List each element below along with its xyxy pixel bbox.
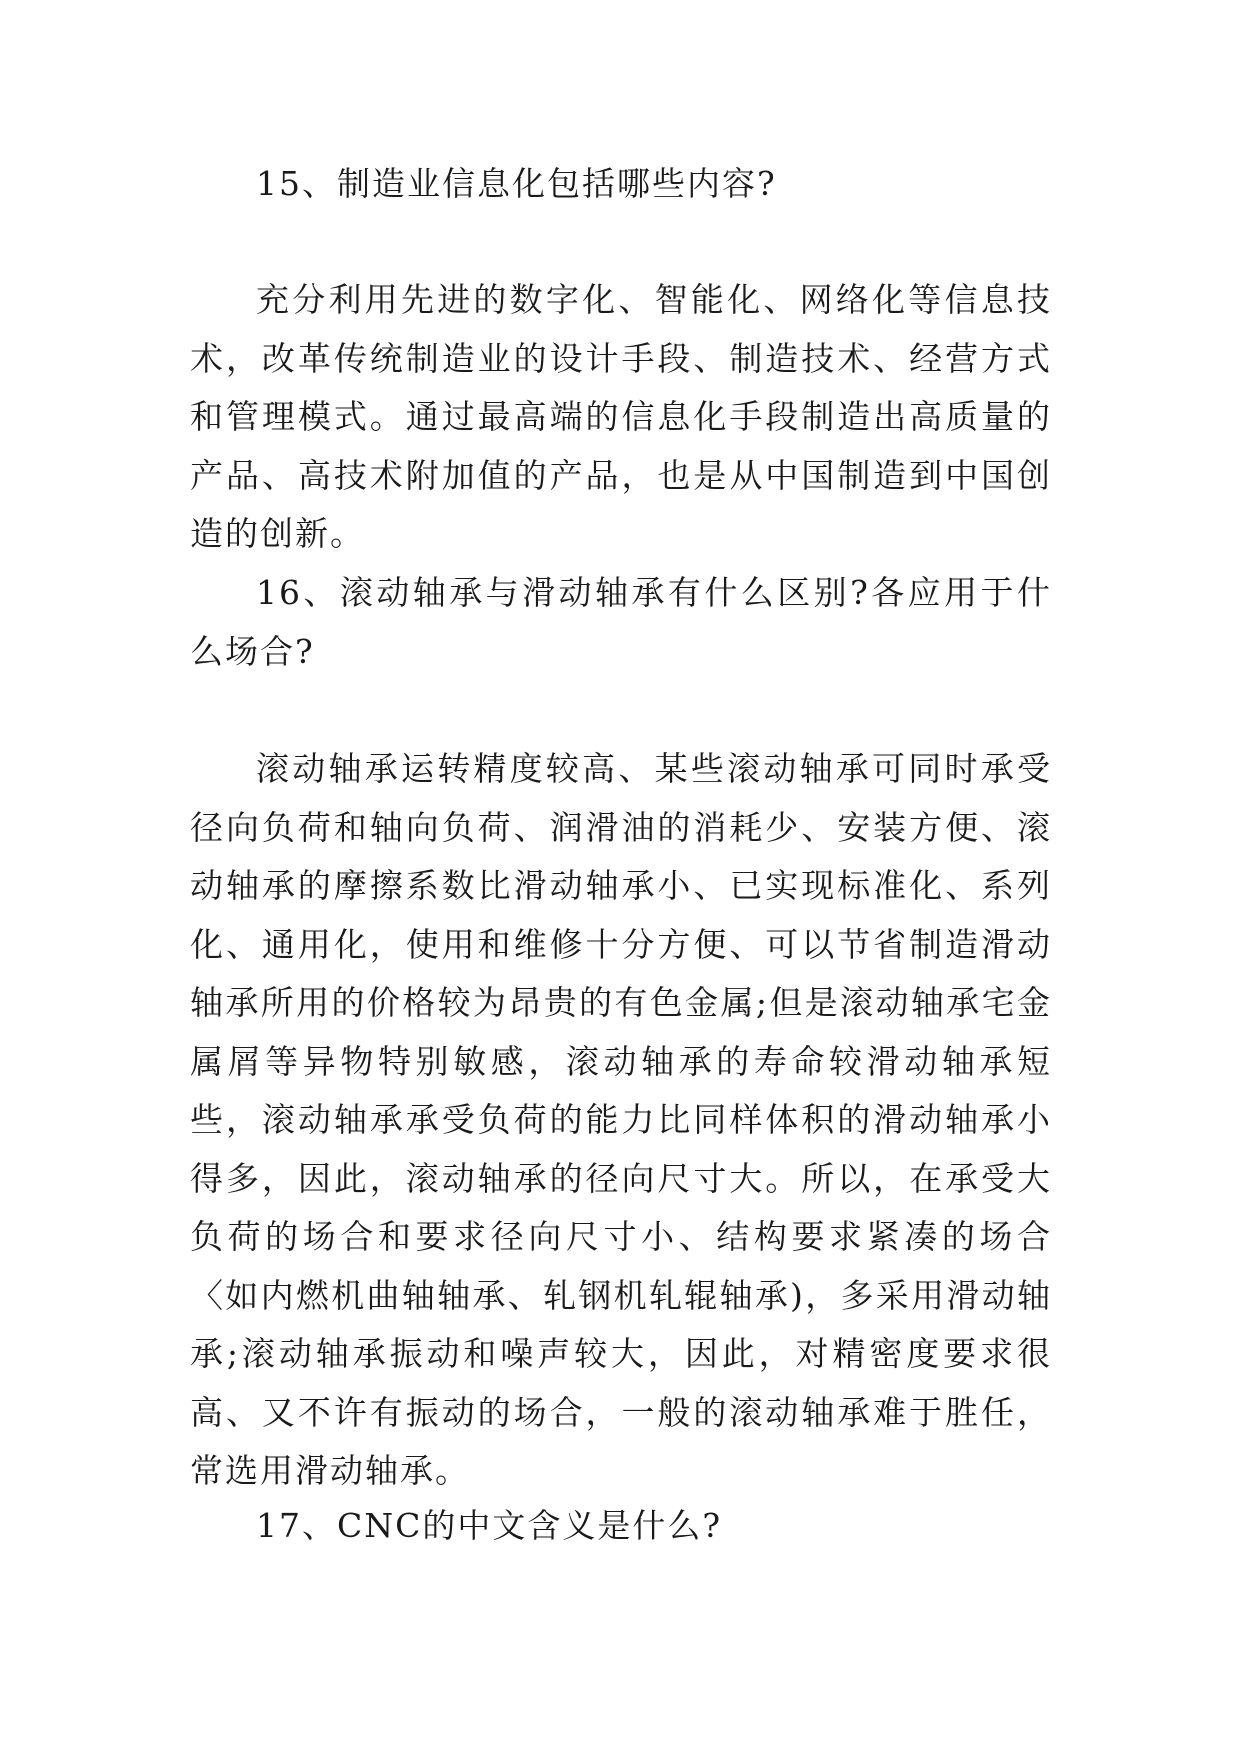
- answer-15: 充分利用先进的数字化、智能化、网络化等信息技术，改革传统制造业的设计手段、制造技术、经营方式和管理模式。通过最高端的信息化手段制造出高质量的产品、高技术附加值的产品，也是从中国制造到中国创造的创新。: [190, 280, 1052, 553]
- question-16: 16、滚动轴承与滑动轴承有什么区别?各应用于什么场合?: [190, 573, 1052, 671]
- question-15: 15、制造业信息化包括哪些内容?: [256, 164, 777, 203]
- answer-16: 滚动轴承运转精度较高、某些滚动轴承可同时承受径向负荷和轴向负荷、润滑油的消耗少、安装方便、滚动轴承的摩擦系数比滑动轴承小、已实现标准化、系列化、通用化，使用和维修十分方便、可以节省制造滑动轴承所用的价格较为昂贵的有色金属;但是滚动轴承宅金属屑等异物特别敏感，滚动轴承的寿命较滑动轴承短些，滚动轴承承受负荷的能力比同样体积的滑动轴承小得多，因此，滚动轴承的径向尺寸大。所以，在承受大负荷的场合和要求径向尺寸小、结构要求紧凑的场合〈如内燃机曲轴轴承、轧钢机轧辊轴承)，多采用滑动轴承;滚动轴承振动和噪声较大，因此，对精密度要求很高、又不许有振动的场合，一般的滚动轴承难于胜任，常选用滑动轴承。: [190, 749, 1052, 1490]
- question-17: 17、CNC的中文含义是什么?: [256, 1506, 723, 1545]
